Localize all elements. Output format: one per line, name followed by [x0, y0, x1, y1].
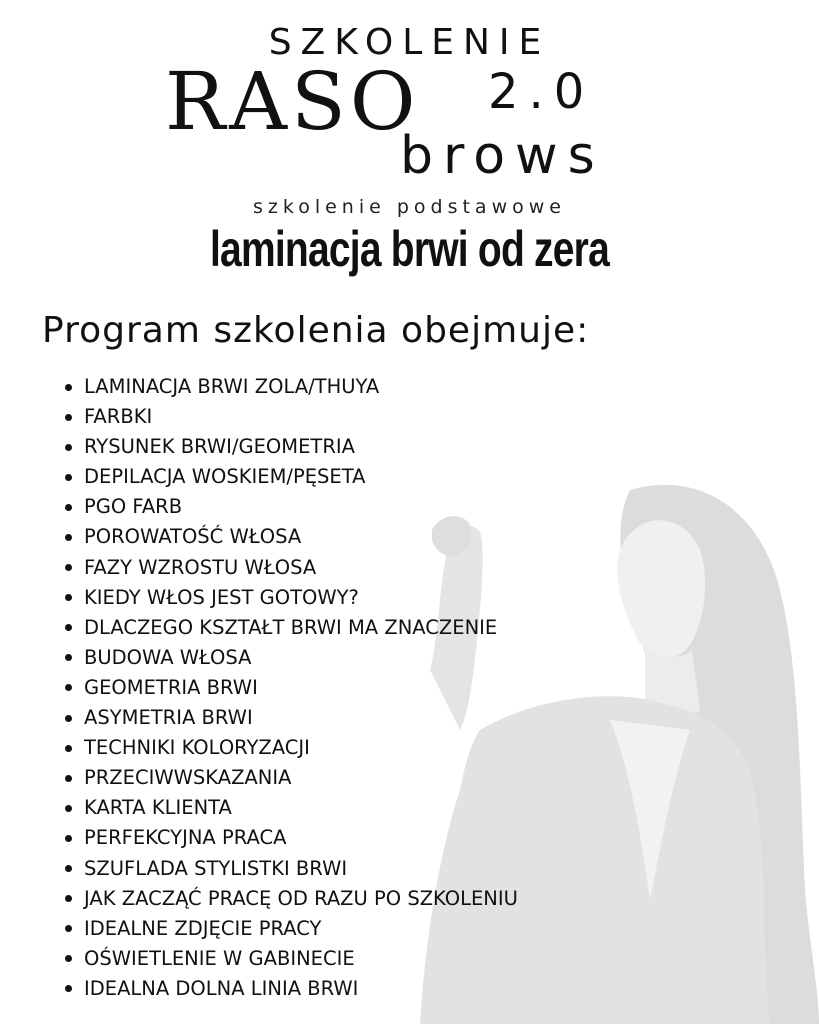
- list-item: [60, 944, 518, 974]
- bullet-icon: [65, 564, 72, 571]
- list-item-label: TECHNIKI KOLORYZACJI: [84, 736, 310, 760]
- list-item: [60, 823, 518, 853]
- list-item-label: POROWATOŚĆ WŁOSA: [84, 525, 302, 549]
- list-item-label: KIEDY WŁOS JEST GOTOWY?: [84, 585, 359, 609]
- list-item-label: SZUFLADA STYLISTKI BRWI: [84, 856, 348, 880]
- bullet-icon: [65, 504, 72, 511]
- list-item-label: PRZECIWWSKAZANIA: [84, 766, 292, 790]
- list-item: [60, 432, 518, 462]
- bullet-icon: [65, 835, 72, 842]
- bullet-icon: [65, 925, 72, 932]
- list-item: [60, 914, 518, 944]
- bullet-icon: [65, 594, 72, 601]
- bullet-icon: [65, 955, 72, 962]
- topics-list: [60, 372, 518, 1004]
- bullet-icon: [65, 684, 72, 691]
- list-item: [60, 522, 518, 552]
- bullet-icon: [65, 895, 72, 902]
- bullet-icon: [65, 384, 72, 391]
- list-item-label: FARBKI: [84, 405, 153, 429]
- list-item-label: PGO FARB: [84, 495, 183, 519]
- bullet-icon: [65, 865, 72, 872]
- program-heading: Program szkolenia obejmuje:: [42, 310, 590, 351]
- list-item-label: IDEALNA DOLNA LINIA BRWI: [84, 976, 359, 1000]
- bullet-icon: [65, 534, 72, 541]
- list-item: [60, 583, 518, 613]
- bullet-icon: [65, 805, 72, 812]
- list-item: [60, 763, 518, 793]
- list-item: [60, 613, 518, 643]
- bullet-icon: [65, 474, 72, 481]
- list-item-label: LAMINACJA BRWI ZOLA/THUYA: [84, 375, 380, 398]
- list-item: [60, 884, 518, 914]
- list-item-label: RYSUNEK BRWI/GEOMETRIA: [84, 435, 355, 459]
- bullet-icon: [65, 624, 72, 631]
- list-item: [60, 402, 518, 432]
- list-item-label: GEOMETRIA BRWI: [84, 675, 258, 699]
- list-item: [60, 553, 518, 583]
- logo-name: RASO: [165, 55, 420, 148]
- bullet-icon: [65, 654, 72, 661]
- subtitle: szkolenie podstawowe: [253, 196, 566, 218]
- list-item-label: DLACZEGO KSZTAŁT BRWI MA ZNACZENIE: [84, 615, 498, 639]
- list-item: [60, 854, 518, 884]
- list-item-label: BUDOWA WŁOSA: [84, 645, 252, 669]
- list-item-label: OŚWIETLENIE W GABINECIE: [84, 946, 355, 970]
- logo-suffix: brows: [400, 126, 605, 186]
- bullet-icon: [65, 775, 72, 782]
- bullet-icon: [65, 444, 72, 451]
- list-item-label: KARTA KLIENTA: [84, 796, 232, 820]
- list-item: [60, 643, 518, 673]
- eyebrow-title: SZKOLENIE: [268, 22, 551, 63]
- list-item-label: ASYMETRIA BRWI: [84, 706, 253, 730]
- list-item: [60, 733, 518, 763]
- list-item: [60, 974, 518, 1004]
- bullet-icon: [65, 985, 72, 992]
- list-item-label: DEPILACJA WOSKIEM/PĘSETA: [84, 465, 366, 489]
- list-item-label: PERFEKCYJNA PRACA: [84, 826, 287, 850]
- list-item: [60, 372, 518, 402]
- list-item: [60, 492, 518, 522]
- list-item-label: FAZY WZROSTU WŁOSA: [84, 555, 317, 579]
- logo-version: 2.0: [488, 64, 595, 120]
- bullet-icon: [65, 745, 72, 752]
- list-item: [60, 462, 518, 492]
- list-item: [60, 793, 518, 823]
- list-item-label: JAK ZACZĄĆ PRACĘ OD RAZU PO SZKOLENIU: [84, 886, 518, 910]
- bullet-icon: [65, 414, 72, 421]
- list-item: [60, 703, 518, 733]
- list-item-label: IDEALNE ZDJĘCIE PRACY: [84, 916, 322, 940]
- list-item: [60, 673, 518, 703]
- bullet-icon: [65, 715, 72, 722]
- headline: laminacja brwi od zera: [210, 221, 609, 277]
